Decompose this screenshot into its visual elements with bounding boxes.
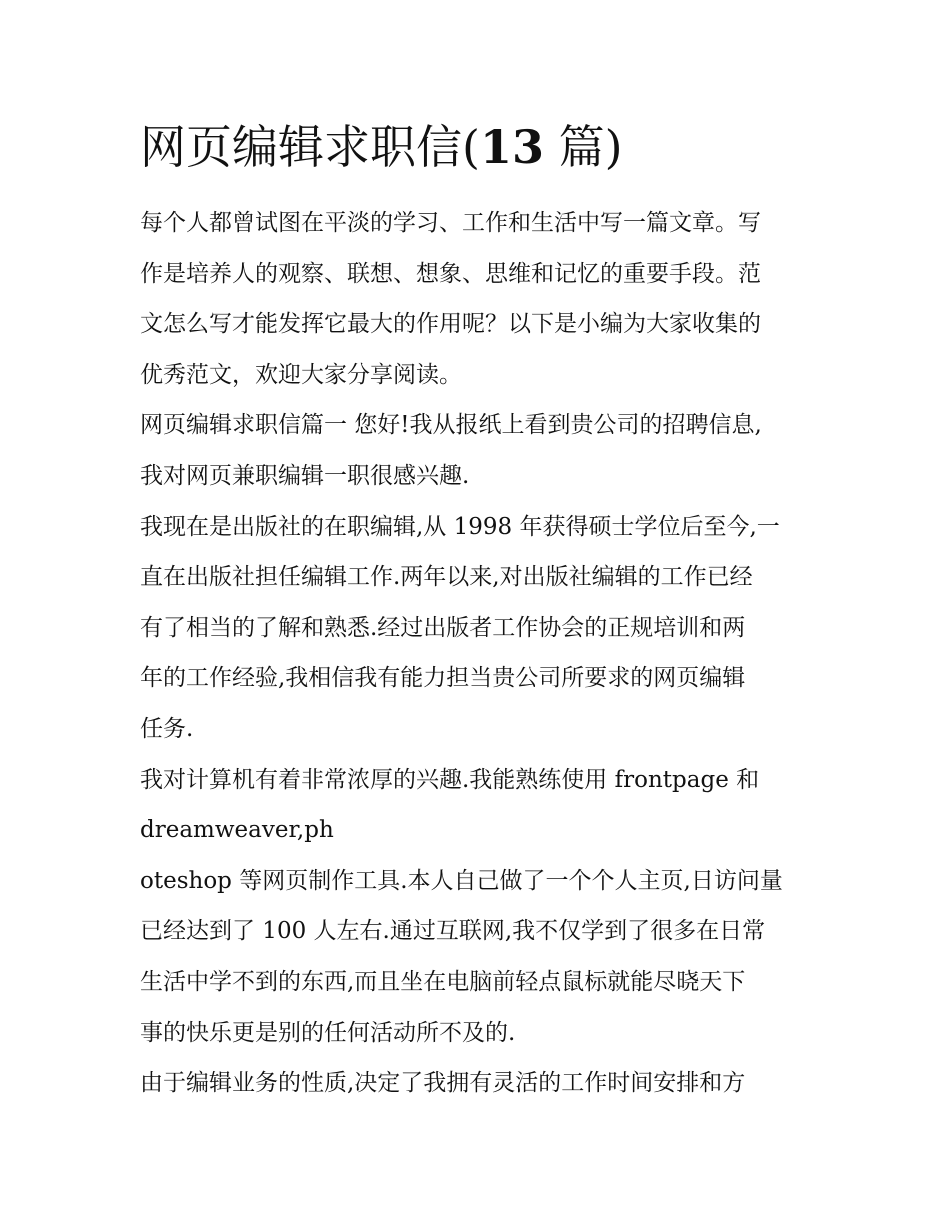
document-body [140, 198, 812, 1109]
paragraph-homepage [140, 856, 812, 1058]
title-count: 13 [479, 120, 544, 174]
paragraph-skills [140, 755, 812, 856]
text-line: 每个人都曾试图在平淡的学习、工作和生活中写一篇文章。写 [140, 210, 761, 236]
text-line: 网页编辑求职信篇一 您好!我从报纸上看到贵公司的招聘信息, [140, 412, 762, 439]
text-line: 我现在是出版社的在职编辑,从 1998 年获得硕士学位后至今,一 [140, 513, 780, 540]
text-line: 作是培养人的观察、联想、想象、思维和记忆的重要手段。范 [140, 260, 761, 287]
text-line: 由于编辑业务的性质,决定了我拥有灵活的工作时间安排和方 [140, 1070, 746, 1097]
text-line: 生活中学不到的东西,而且坐在电脑前轻点鼠标就能尽晓天下 [140, 968, 746, 995]
text-line: 有了相当的了解和熟悉.经过出版者工作协会的正规培训和两 [140, 614, 746, 641]
paragraph-intro [140, 198, 812, 400]
paragraph-greeting [140, 400, 812, 501]
text-line: 我对计算机有着非常浓厚的兴趣.我能熟练使用 frontpage 和 [140, 766, 760, 793]
text-line: 直在出版社担任编辑工作.两年以来,对出版社编辑的工作已经 [140, 564, 753, 591]
text-line: 年的工作经验,我相信我有能力担当贵公司所要求的网页编辑 [140, 665, 746, 692]
text-line: 我对网页兼职编辑一职很感兴趣. [140, 462, 470, 489]
text-line: 事的快乐更是别的任何活动所不及的. [140, 1019, 516, 1046]
text-line: 文怎么写才能发挥它最大的作用呢？以下是小编为大家收集的 [140, 311, 761, 338]
title-prefix: 网页编辑求职信( [140, 120, 480, 174]
text-line: oteshop 等网页制作工具.本人自己做了一个个人主页,日访问量 [140, 867, 783, 894]
paragraph-schedule [140, 1058, 812, 1109]
text-line: 任务. [140, 715, 194, 742]
page-title [140, 116, 830, 178]
text-line: 优秀范文，欢迎大家分享阅读。 [140, 361, 462, 388]
paragraph-experience [140, 502, 812, 755]
title-suffix: 篇) [543, 120, 623, 174]
text-line: dreamweaver,ph [140, 817, 334, 844]
text-line: 已经达到了 100 人左右.通过互联网,我不仅学到了很多在日常 [140, 918, 766, 945]
